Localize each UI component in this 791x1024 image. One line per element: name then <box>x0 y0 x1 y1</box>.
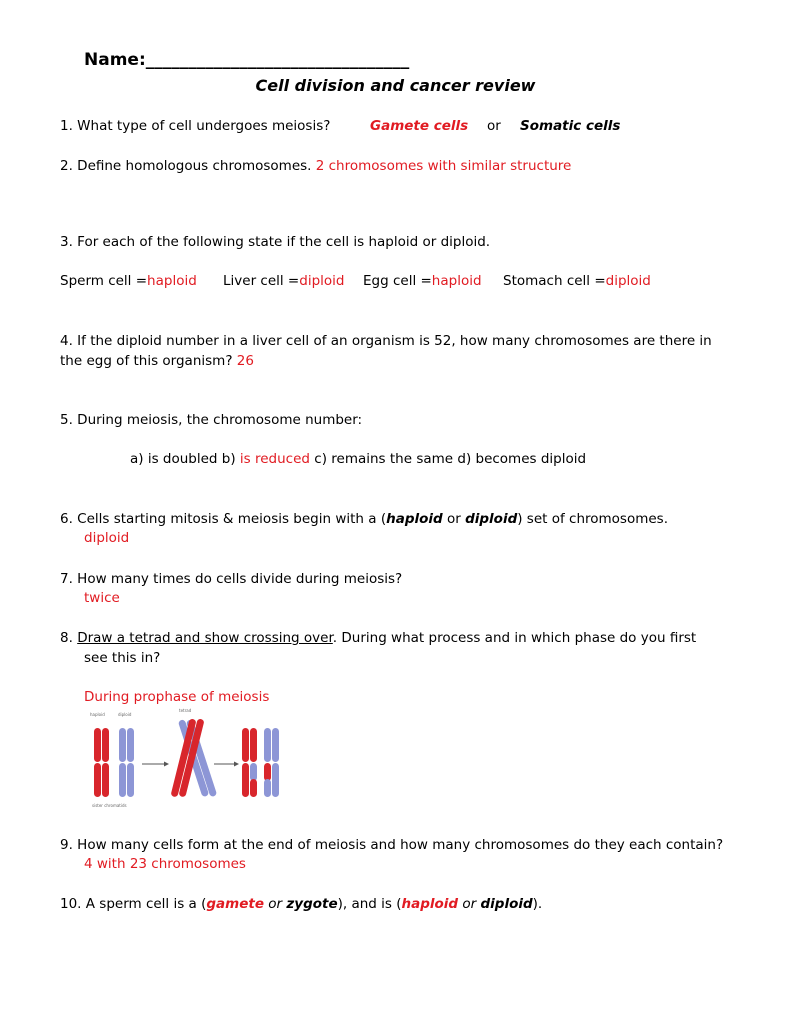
tetrad-crossing-over-figure <box>84 706 284 816</box>
label-tetrad: tetrad <box>179 708 192 713</box>
item-label: Stomach cell = <box>503 273 606 289</box>
question-2-text: 2. Define homologous chromosomes. <box>60 158 312 174</box>
tetrad-diagram <box>84 706 284 812</box>
item-label: Sperm cell = <box>60 273 148 289</box>
question-5-choices <box>130 450 586 468</box>
choice-b-answer: is reduced <box>239 451 310 467</box>
question-2-answer: 2 chromosomes with similar structure <box>315 158 572 174</box>
question-1-option-somatic: Somatic cells <box>520 118 621 134</box>
question-3-item-sperm <box>60 272 197 290</box>
question-3-text: 3. For each of the following state if the cell is haploid or diploid. <box>60 234 491 250</box>
question-7-text: 7. How many times do cells divide during meiosis? <box>60 571 403 587</box>
q10-option-zygote: zygote <box>286 896 338 912</box>
q10-or-1: or <box>268 896 283 912</box>
choice-c-d: c) remains the same d) becomes diploid <box>314 451 587 467</box>
q10-post: ). <box>532 896 543 912</box>
item-answer: diploid <box>605 273 651 289</box>
question-3-item-egg <box>363 272 482 290</box>
q10-option-haploid: haploid <box>401 896 459 912</box>
item-label: Egg cell = <box>363 273 432 289</box>
q8-rest: . During what process and in which phase do you first <box>332 630 697 646</box>
question-4-line-2 <box>60 352 254 370</box>
q8-number: 8. <box>60 630 73 646</box>
choice-a: a) is doubled b) <box>130 451 236 467</box>
question-8-line-2: see this in? <box>84 650 161 666</box>
question-1 <box>60 117 330 135</box>
page-title: Cell division and cancer review <box>255 76 536 95</box>
question-3-item-liver <box>223 272 344 290</box>
q10-pre: 10. A sperm cell is a ( <box>60 896 207 912</box>
item-answer: haploid <box>147 273 197 289</box>
question-6-answer: diploid <box>84 530 130 546</box>
name-field-label: Name:_______________________________ <box>84 50 410 70</box>
question-2 <box>60 157 571 175</box>
question-1-or: or <box>487 118 501 134</box>
q6-option-diploid: diploid <box>465 511 518 527</box>
question-4-answer: 26 <box>236 353 254 369</box>
question-4-text: the egg of this organism? <box>60 353 233 369</box>
recombinant-chromosomes <box>242 728 279 797</box>
item-label: Liver cell = <box>223 273 300 289</box>
question-5-text: 5. During meiosis, the chromosome number: <box>60 412 363 428</box>
q10-mid: ), and is ( <box>337 896 402 912</box>
label-diploid: diploid <box>118 712 132 717</box>
q6-option-haploid: haploid <box>386 511 443 527</box>
q6-pre: 6. Cells starting mitosis & meiosis begin with a ( <box>60 511 387 527</box>
label-haploid: haploid <box>90 712 105 717</box>
label-sister-chromatids: sister chromatids <box>92 803 127 808</box>
homolog-pair-initial <box>94 728 134 797</box>
question-10-text <box>60 895 542 913</box>
q10-option-diploid: diploid <box>480 896 533 912</box>
tetrad-crossing-over <box>170 718 217 797</box>
question-7-answer: twice <box>84 590 120 606</box>
question-3-item-stomach <box>503 272 651 290</box>
q6-post: ) set of chromosomes. <box>517 511 669 527</box>
question-6-text <box>60 510 668 528</box>
q6-or: or <box>446 511 461 527</box>
q10-or-2: or <box>462 896 477 912</box>
q10-option-gamete: gamete <box>206 896 264 912</box>
question-8-line-1 <box>60 629 696 647</box>
question-4-line-1: 4. If the diploid number in a liver cell of an organism is 52, how many chromosomes are there in <box>60 333 712 349</box>
question-9-answer: 4 with 23 chromosomes <box>84 856 246 872</box>
question-1-text: 1. What type of cell undergoes meiosis? <box>60 118 331 134</box>
question-9-text: 9. How many cells form at the end of meiosis and how many chromosomes do they each contain? <box>60 837 724 853</box>
question-1-option-gamete: Gamete cells <box>370 118 469 134</box>
item-answer: haploid <box>431 273 482 289</box>
q8-underlined-task: Draw a tetrad and show crossing over <box>77 630 333 646</box>
item-answer: diploid <box>299 273 345 289</box>
question-8-answer: During prophase of meiosis <box>84 689 270 705</box>
